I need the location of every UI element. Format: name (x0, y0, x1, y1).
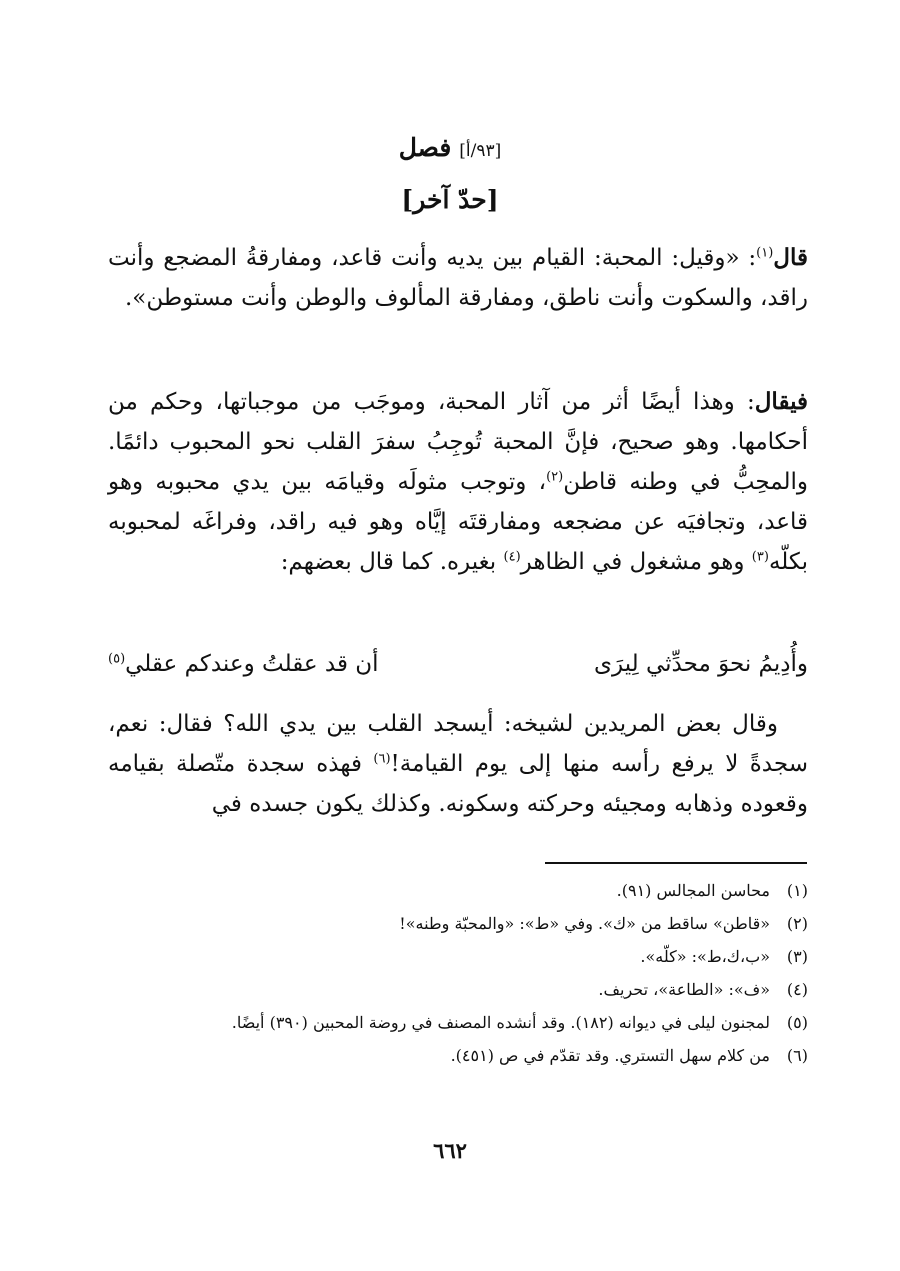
paragraph-2-text-b: ، وتوجب مثولَه وقيامَه بين يدي محبوبه وهو قاعد، وتجافيَه عن مضجعه ومفارقتَه إيَّاه وهو فيه راقد، وفراغَه لمحبوبه بكلّه (108, 469, 808, 575)
footnote-number: (١) (786, 881, 808, 900)
verse-first-hemistich: وأُدِيمُ نحوَ محدِّثي لِيرَى (594, 651, 808, 677)
footnote-text: محاسن المجالس (٩١). (616, 881, 770, 900)
paragraph-2-text-c: وهو مشغول في الظاهر (520, 549, 752, 575)
paragraph-1-text: : «وقيل: المحبة: القيام بين يديه وأنت قاعد، ومفارقةُ المضجع وأنت راقد، والسكوت وأنت ناطق، ومفارقة المألوف والوطن وأنت مستوطن». (108, 245, 808, 311)
paragraph-1 (108, 238, 808, 318)
footnote-mark-1: (١) (756, 245, 774, 261)
footnote-item (108, 975, 808, 1005)
footnote-text: «ب،ك،ط»: «كلّه». (640, 947, 770, 966)
footnote-item (108, 1041, 808, 1071)
footnote-text: «ف»: «الطاعة»، تحريف. (598, 980, 770, 999)
footnote-number: (٣) (786, 947, 808, 966)
paragraph-2-text-d: بغيره. كما قال بعضهم: (280, 549, 504, 575)
paragraph-3 (108, 704, 808, 824)
footnote-mark-4: (٤) (503, 549, 521, 565)
footnotes-list (108, 876, 808, 1074)
section-heading (0, 128, 900, 171)
page-number: ٦٦٢ (433, 1138, 467, 1163)
paragraph-2 (108, 382, 808, 582)
footnote-item (108, 909, 808, 939)
poetry-verse (108, 644, 808, 684)
folio-reference: [٩٣/أ] (459, 141, 502, 161)
footnote-mark-2: (٢) (546, 469, 564, 485)
footnote-item (108, 942, 808, 972)
verse-second-hemistich (108, 644, 448, 684)
paragraph-1-lead: قال (773, 244, 808, 271)
paragraph-3-text-a: وقال بعض المريدين لشيخه: أيسجد القلب بين يدي الله؟ فقال: نعم، سجدةً لا يرفع رأسه منها إلى يوم القيامة! (108, 711, 808, 777)
section-subtitle: [حدّ آخر] (401, 185, 499, 214)
footnote-item (108, 876, 808, 906)
footnote-number: (٥) (786, 1013, 808, 1032)
footnote-number: (٤) (786, 980, 808, 999)
footnote-mark-3: (٣) (751, 549, 769, 565)
verse-second-text: أن قد عقلتُ وعندكم عقلي (125, 651, 379, 677)
section-title: فصل (398, 133, 452, 162)
footnote-text: لمجنون ليلى في ديوانه (١٨٢). وقد أنشده المصنف في روضة المحبين (٣٩٠) أيضًا. (231, 1013, 770, 1032)
footnote-number: (٦) (786, 1046, 808, 1065)
footnote-number: (٢) (786, 914, 808, 933)
paragraph-3-text-b: فهذه سجدة متّصلة بقيامه وقعوده وذهابه ومجيئه وحركته وسكونه. وكذلك يكون جسده في (108, 751, 808, 817)
footnote-divider (545, 862, 807, 864)
footnote-item (108, 1008, 808, 1038)
paragraph-2-lead: فيقال (754, 388, 809, 415)
footnote-text: «قاطن» ساقط من «ك». وفي «ط»: «والمحبّة وطنه»! (399, 914, 770, 933)
footnote-text: من كلام سهل التستري. وقد تقدّم في ص (٤٥١). (450, 1046, 770, 1065)
footnote-mark-5: (٥) (108, 651, 126, 667)
footnote-mark-6: (٦) (373, 751, 391, 767)
paragraph-2-text-a: : وهذا أيضًا أثر من آثار المحبة، وموجَب من موجباتها، وحكم من أحكامها. وهو صحيح، فإنَّ المحبة تُوجِبُ سفرَ القلب نحو المحبوب دائمًا. والمحِبُّ في وطنه قاطن (108, 389, 808, 495)
